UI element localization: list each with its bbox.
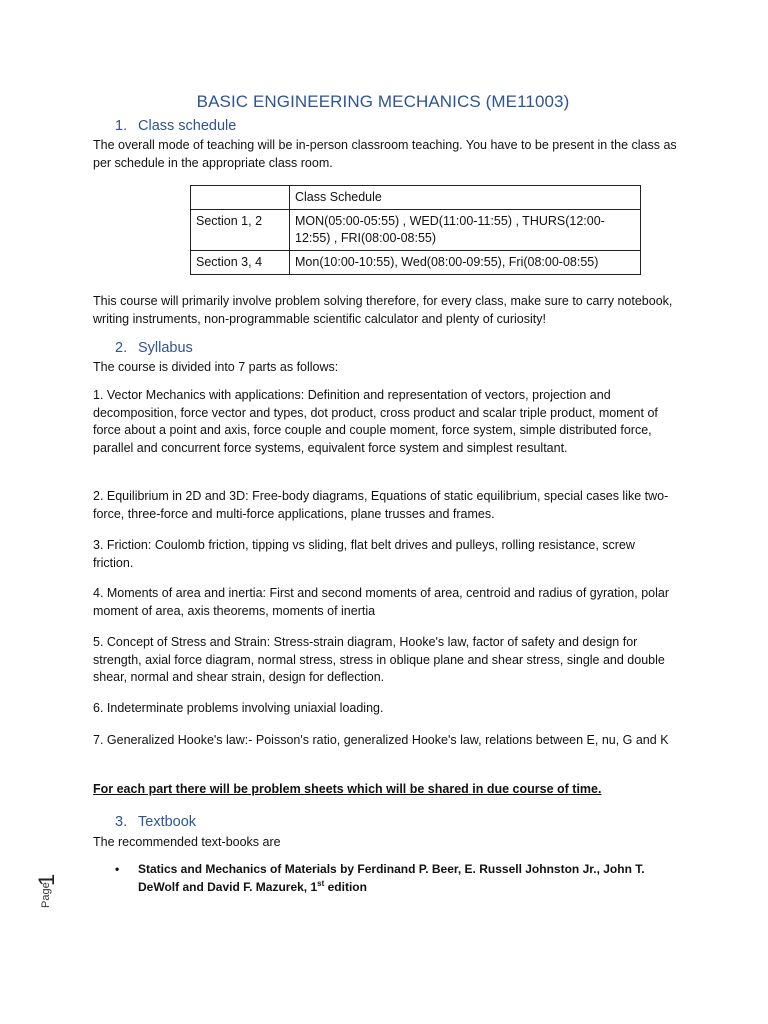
- heading-syllabus: [115, 340, 193, 356]
- heading-class-schedule: [115, 118, 236, 134]
- heading-number: 2.: [115, 340, 128, 356]
- table-row: [191, 210, 641, 251]
- document-title: BASIC ENGINEERING MECHANICS (ME11003): [196, 92, 570, 111]
- heading-textbook: [115, 814, 196, 830]
- textbook-intro: The recommended text-books are: [93, 835, 281, 849]
- heading-number: 3.: [115, 814, 128, 830]
- bullet-icon: •: [115, 862, 120, 876]
- heading-text: Class schedule: [138, 118, 237, 134]
- table-cell-schedule: Mon(10:00-10:55), Wed(08:00-09:55), Fri(08:00-08:55): [290, 251, 641, 275]
- syllabus-emphasis: For each part there will be problem sheets which will be shared in due course of time.: [93, 782, 602, 796]
- class-schedule-intro: The overall mode of teaching will be in-person classroom teaching. You have to be present in the class as per schedule in the appropriate class room.: [93, 138, 677, 170]
- textbook-entry-text: Statics and Mechanics of Materials by Ferdinand P. Beer, E. Russell Johnston Jr., John T. DeWolf and David F. Mazurek, 1: [138, 862, 645, 894]
- list-item: [115, 860, 660, 896]
- page-number: 1: [34, 873, 59, 886]
- textbook-entry-suffix: edition: [324, 880, 367, 894]
- table-header-cell: Class Schedule: [290, 186, 641, 210]
- page-number-label: [34, 873, 68, 924]
- table-cell-schedule: MON(05:00-05:55) , WED(11:00-11:55) , THURS(12:00-12:55) , FRI(08:00-08:55): [290, 210, 641, 251]
- table-row: [191, 251, 641, 275]
- table-cell-section: Section 1, 2: [191, 210, 290, 251]
- schedule-table: [190, 185, 641, 275]
- table-cell-section: Section 3, 4: [191, 251, 290, 275]
- syllabus-part: 3. Friction: Coulomb friction, tipping vs sliding, flat belt drives and pulleys, rolling resistance, screw friction.: [93, 538, 635, 570]
- page-word: Page: [40, 882, 52, 908]
- syllabus-part: 2. Equilibrium in 2D and 3D: Free-body diagrams, Equations of static equilibrium, special cases like two-force, three-force and multi-force applications, plane trusses and frames.: [93, 489, 669, 521]
- class-schedule-note: This course will primarily involve problem solving therefore, for every class, make sure to carry notebook, writing instruments, non-programmable scientific calculator and plenty of curiosity!: [93, 294, 673, 326]
- heading-number: 1.: [115, 118, 128, 134]
- syllabus-part: 7. Generalized Hooke's law:- Poisson's ratio, generalized Hooke's law, relations between E, nu, G and K: [93, 733, 669, 747]
- syllabus-part: 6. Indeterminate problems involving uniaxial loading.: [93, 701, 384, 715]
- syllabus-part: 1. Vector Mechanics with applications: Definition and representation of vectors, projection and decomposition, force vector and types, dot product, cross product and scalar triple product, moment of force about a point and axis, force couple and couple moment, force system, simple distributed force, parallel and concurrent force systems, equivalent force system and simplest resultant.: [93, 388, 658, 455]
- textbook-entry-sup: st: [317, 879, 325, 888]
- table-header-cell: [191, 186, 290, 210]
- syllabus-part: 4. Moments of area and inertia: First and second moments of area, centroid and radius of gyration, polar moment of area, axis theorems, moments of inertia: [93, 586, 670, 618]
- syllabus-part: 5. Concept of Stress and Strain: Stress-strain diagram, Hooke's law, factor of safety and design for strength, axial force diagram, normal stress, stress in oblique plane and shear stress, single and double shear, normal and shear strain, design for deflection.: [93, 635, 665, 685]
- syllabus-intro: The course is divided into 7 parts as follows:: [93, 360, 339, 374]
- heading-text: Textbook: [138, 814, 197, 830]
- heading-text: Syllabus: [138, 340, 193, 356]
- textbook-entry: [138, 860, 660, 896]
- table-header-row: [191, 186, 641, 210]
